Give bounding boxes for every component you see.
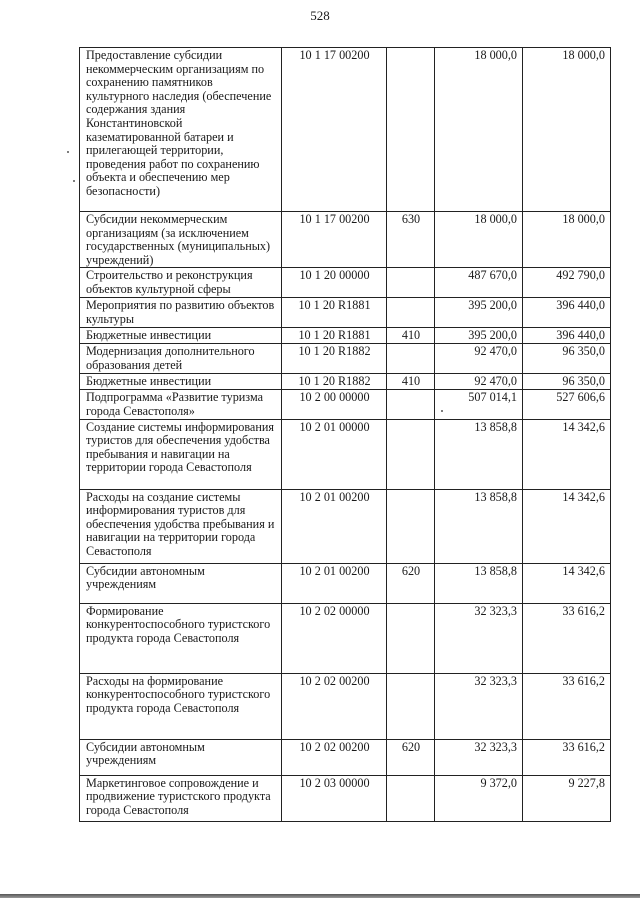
cell-amount-year-1: 395 200,0 — [435, 328, 523, 344]
table-row — [80, 298, 611, 328]
cell-amount-year-2: 492 790,0 — [523, 268, 611, 298]
table-row — [80, 212, 611, 268]
table-row — [80, 603, 611, 673]
cell-amount-year-2: 18 000,0 — [523, 48, 611, 212]
cell-amount-year-2: 14 342,6 — [523, 489, 611, 563]
table-row — [80, 673, 611, 739]
cell-target-code: 10 1 20 R1882 — [282, 344, 387, 374]
cell-amount-year-1: 18 000,0 — [435, 212, 523, 268]
page-number: 528 — [310, 8, 330, 23]
cell-target-code: 10 2 01 00000 — [282, 419, 387, 489]
table-row — [80, 328, 611, 344]
cell-target-code: 10 2 00 00000 — [282, 390, 387, 419]
cell-target-code: 10 2 02 00200 — [282, 673, 387, 739]
cell-target-code: 10 1 17 00200 — [282, 212, 387, 268]
cell-expense-type — [387, 344, 435, 374]
cell-amount-year-2: 33 616,2 — [523, 673, 611, 739]
cell-expense-type — [387, 775, 435, 821]
cell-expense-type: 620 — [387, 563, 435, 603]
cell-name: Строительство и реконструкция объектов культурной сферы — [80, 268, 282, 298]
table-row — [80, 739, 611, 775]
cell-name: Мероприятия по развитию объектов культуры — [80, 298, 282, 328]
cell-amount-year-1: 507 014,1 — [435, 390, 523, 419]
cell-name: Модернизация дополнительного образования детей — [80, 344, 282, 374]
scan-speck — [441, 410, 443, 412]
cell-name: Маркетинговое сопровождение и продвижение туристского продукта города Севастополя — [80, 775, 282, 821]
cell-amount-year-2: 96 350,0 — [523, 374, 611, 390]
cell-expense-type: 410 — [387, 374, 435, 390]
cell-amount-year-1: 92 470,0 — [435, 344, 523, 374]
cell-amount-year-2: 396 440,0 — [523, 298, 611, 328]
cell-amount-year-1: 13 858,8 — [435, 419, 523, 489]
cell-name: Подпрограмма «Развитие туризма города Севастополя» — [80, 390, 282, 419]
cell-amount-year-2: 396 440,0 — [523, 328, 611, 344]
cell-target-code: 10 2 02 00000 — [282, 603, 387, 673]
cell-name: Субсидии некоммерческим организациям (за исключением государственных (муниципальных) учреждений) — [80, 212, 282, 268]
table-row — [80, 48, 611, 212]
cell-expense-type: 410 — [387, 328, 435, 344]
cell-expense-type — [387, 673, 435, 739]
cell-expense-type — [387, 390, 435, 419]
cell-expense-type: 620 — [387, 739, 435, 775]
cell-target-code: 10 1 20 R1881 — [282, 328, 387, 344]
cell-name: Бюджетные инвестиции — [80, 328, 282, 344]
cell-amount-year-2: 9 227,8 — [523, 775, 611, 821]
cell-name: Субсидии автономным учреждениям — [80, 563, 282, 603]
cell-amount-year-2: 14 342,6 — [523, 563, 611, 603]
cell-amount-year-2: 527 606,6 — [523, 390, 611, 419]
cell-name: Формирование конкурентоспособного туристского продукта города Севастополя — [80, 603, 282, 673]
table-row — [80, 374, 611, 390]
cell-amount-year-2: 18 000,0 — [523, 212, 611, 268]
cell-target-code: 10 2 01 00200 — [282, 489, 387, 563]
cell-target-code: 10 1 20 00000 — [282, 268, 387, 298]
cell-amount-year-2: 33 616,2 — [523, 739, 611, 775]
budget-table-body — [80, 48, 611, 822]
cell-amount-year-1: 32 323,3 — [435, 739, 523, 775]
cell-amount-year-2: 33 616,2 — [523, 603, 611, 673]
cell-expense-type: 630 — [387, 212, 435, 268]
cell-name: Предоставление субсидии некоммерческим организациям по сохранению памятников культурного наследия (обеспечение содержания здания Константиновской казематированной батареи и прилегающей территории, проведения работ по сохранению объекта и обеспечению мер безопасности) — [80, 48, 282, 212]
cell-name: Расходы на формирование конкурентоспособного туристского продукта города Севастополя — [80, 673, 282, 739]
cell-amount-year-1: 13 858,8 — [435, 489, 523, 563]
cell-amount-year-1: 18 000,0 — [435, 48, 523, 212]
cell-expense-type — [387, 489, 435, 563]
cell-amount-year-1: 92 470,0 — [435, 374, 523, 390]
cell-name: Создание системы информирования туристов для обеспечения удобства пребывания и навигации на территории города Севастополя — [80, 419, 282, 489]
scan-speck — [73, 180, 75, 182]
cell-expense-type — [387, 268, 435, 298]
cell-name: Бюджетные инвестиции — [80, 374, 282, 390]
cell-expense-type — [387, 298, 435, 328]
table-row — [80, 563, 611, 603]
table-row — [80, 344, 611, 374]
cell-amount-year-1: 32 323,3 — [435, 603, 523, 673]
table-row — [80, 268, 611, 298]
scan-speck — [67, 151, 69, 153]
table-row — [80, 390, 611, 419]
cell-amount-year-1: 13 858,8 — [435, 563, 523, 603]
cell-amount-year-2: 96 350,0 — [523, 344, 611, 374]
cell-amount-year-1: 32 323,3 — [435, 673, 523, 739]
cell-expense-type — [387, 603, 435, 673]
page-bottom-edge — [0, 894, 640, 898]
cell-name: Расходы на создание системы информирования туристов для обеспечения удобства пребывания и навигации на территории города Севастополя — [80, 489, 282, 563]
table-row — [80, 419, 611, 489]
cell-target-code: 10 2 03 00000 — [282, 775, 387, 821]
table-row — [80, 775, 611, 821]
cell-amount-year-1: 487 670,0 — [435, 268, 523, 298]
cell-expense-type — [387, 419, 435, 489]
cell-amount-year-2: 14 342,6 — [523, 419, 611, 489]
cell-name: Субсидии автономным учреждениям — [80, 739, 282, 775]
cell-target-code: 10 1 17 00200 — [282, 48, 387, 212]
cell-target-code: 10 1 20 R1882 — [282, 374, 387, 390]
cell-target-code: 10 2 02 00200 — [282, 739, 387, 775]
cell-amount-year-1: 9 372,0 — [435, 775, 523, 821]
table-row — [80, 489, 611, 563]
cell-target-code: 10 1 20 R1881 — [282, 298, 387, 328]
cell-expense-type — [387, 48, 435, 212]
cell-target-code: 10 2 01 00200 — [282, 563, 387, 603]
budget-table — [79, 47, 611, 822]
cell-amount-year-1: 395 200,0 — [435, 298, 523, 328]
